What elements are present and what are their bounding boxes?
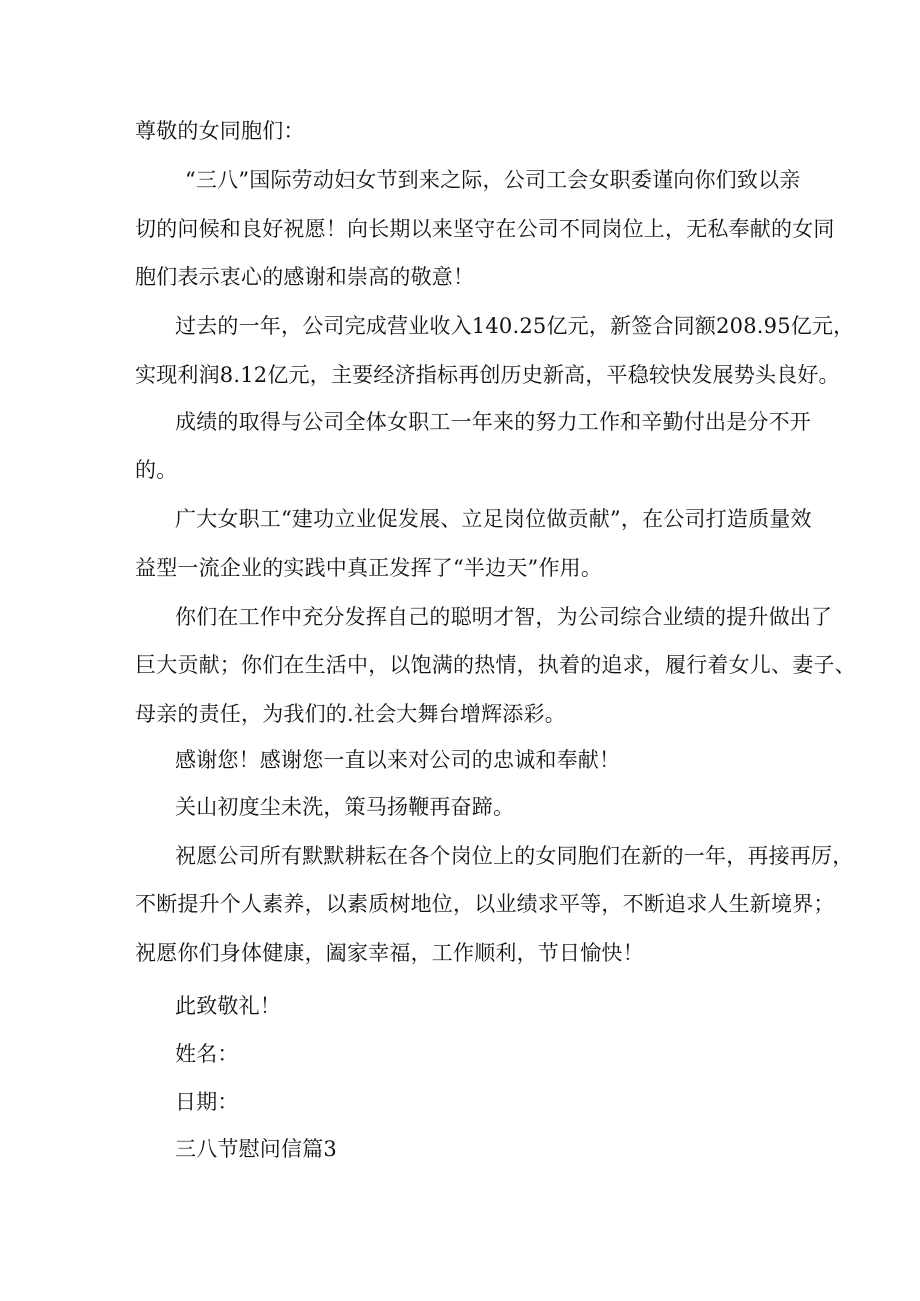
wishes-paragraph-line-3: 祝愿你们身体健康，阖家幸福，工作顺利，节日愉快！	[135, 941, 644, 965]
wishes-paragraph-line-1: 祝愿公司所有默默耕耘在各个岗位上的女同胞们在新的一年，再接再厉，	[175, 844, 854, 868]
praise-paragraph-line-1: 你们在工作中充分发挥自己的聪明才智，为公司综合业绩的提升做出了	[175, 605, 833, 629]
date-label: 日期：	[175, 1090, 239, 1114]
contribution-paragraph-line-2: 益型一流企业的实践中真正发挥了“半边天”作用。	[135, 556, 603, 580]
verse-paragraph-line-1: 关山初度尘未洗，策马扬鞭再奋蹄。	[175, 795, 515, 819]
salutation: 尊敬的女同胞们：	[135, 119, 305, 143]
praise-paragraph-line-3: 母亲的责任，为我们的.社会大舞台增辉添彩。	[135, 702, 566, 726]
achievement-paragraph-line-1: 成绩的取得与公司全体女职工一年来的努力工作和辛勤付出是分不开	[175, 410, 811, 434]
results-paragraph-line-2: 实现利润8.12亿元，主要经济指标再创历史新高，平稳较快发展势头良好。	[135, 363, 840, 387]
thanks-paragraph-line-1: 感谢您！感谢您一直以来对公司的忠诚和奉献！	[175, 748, 621, 772]
greeting-paragraph-line-2: 切的问候和良好祝愿！向长期以来坚守在公司不同岗位上，无私奉献的女同	[135, 217, 835, 241]
greeting-paragraph-line-1: “三八”国际劳动妇女节到来之际，公司工会女职委谨向你们致以亲	[185, 168, 801, 192]
greeting-paragraph-line-3: 胞们表示衷心的感谢和崇高的敬意！	[135, 265, 475, 289]
praise-paragraph-line-2: 巨大贡献；你们在生活中，以饱满的热情，执着的追求，履行着女儿、妻子、	[135, 653, 856, 677]
next-section-title: 三八节慰问信篇3	[175, 1137, 337, 1161]
contribution-paragraph-line-1: 广大女职工“建功立业促发展、立足岗位做贡献”，在公司打造质量效	[175, 507, 812, 531]
achievement-paragraph-line-2: 的。	[135, 458, 178, 482]
results-paragraph-line-1: 过去的一年，公司完成营业收入140.25亿元，新签合同额208.95亿元，	[175, 314, 855, 338]
name-label: 姓名：	[175, 1042, 239, 1066]
wishes-paragraph-line-2: 不断提升个人素养，以素质树地位，以业绩求平等，不断追求人生新境界；	[135, 892, 835, 916]
closing: 此致敬礼！	[175, 994, 281, 1018]
